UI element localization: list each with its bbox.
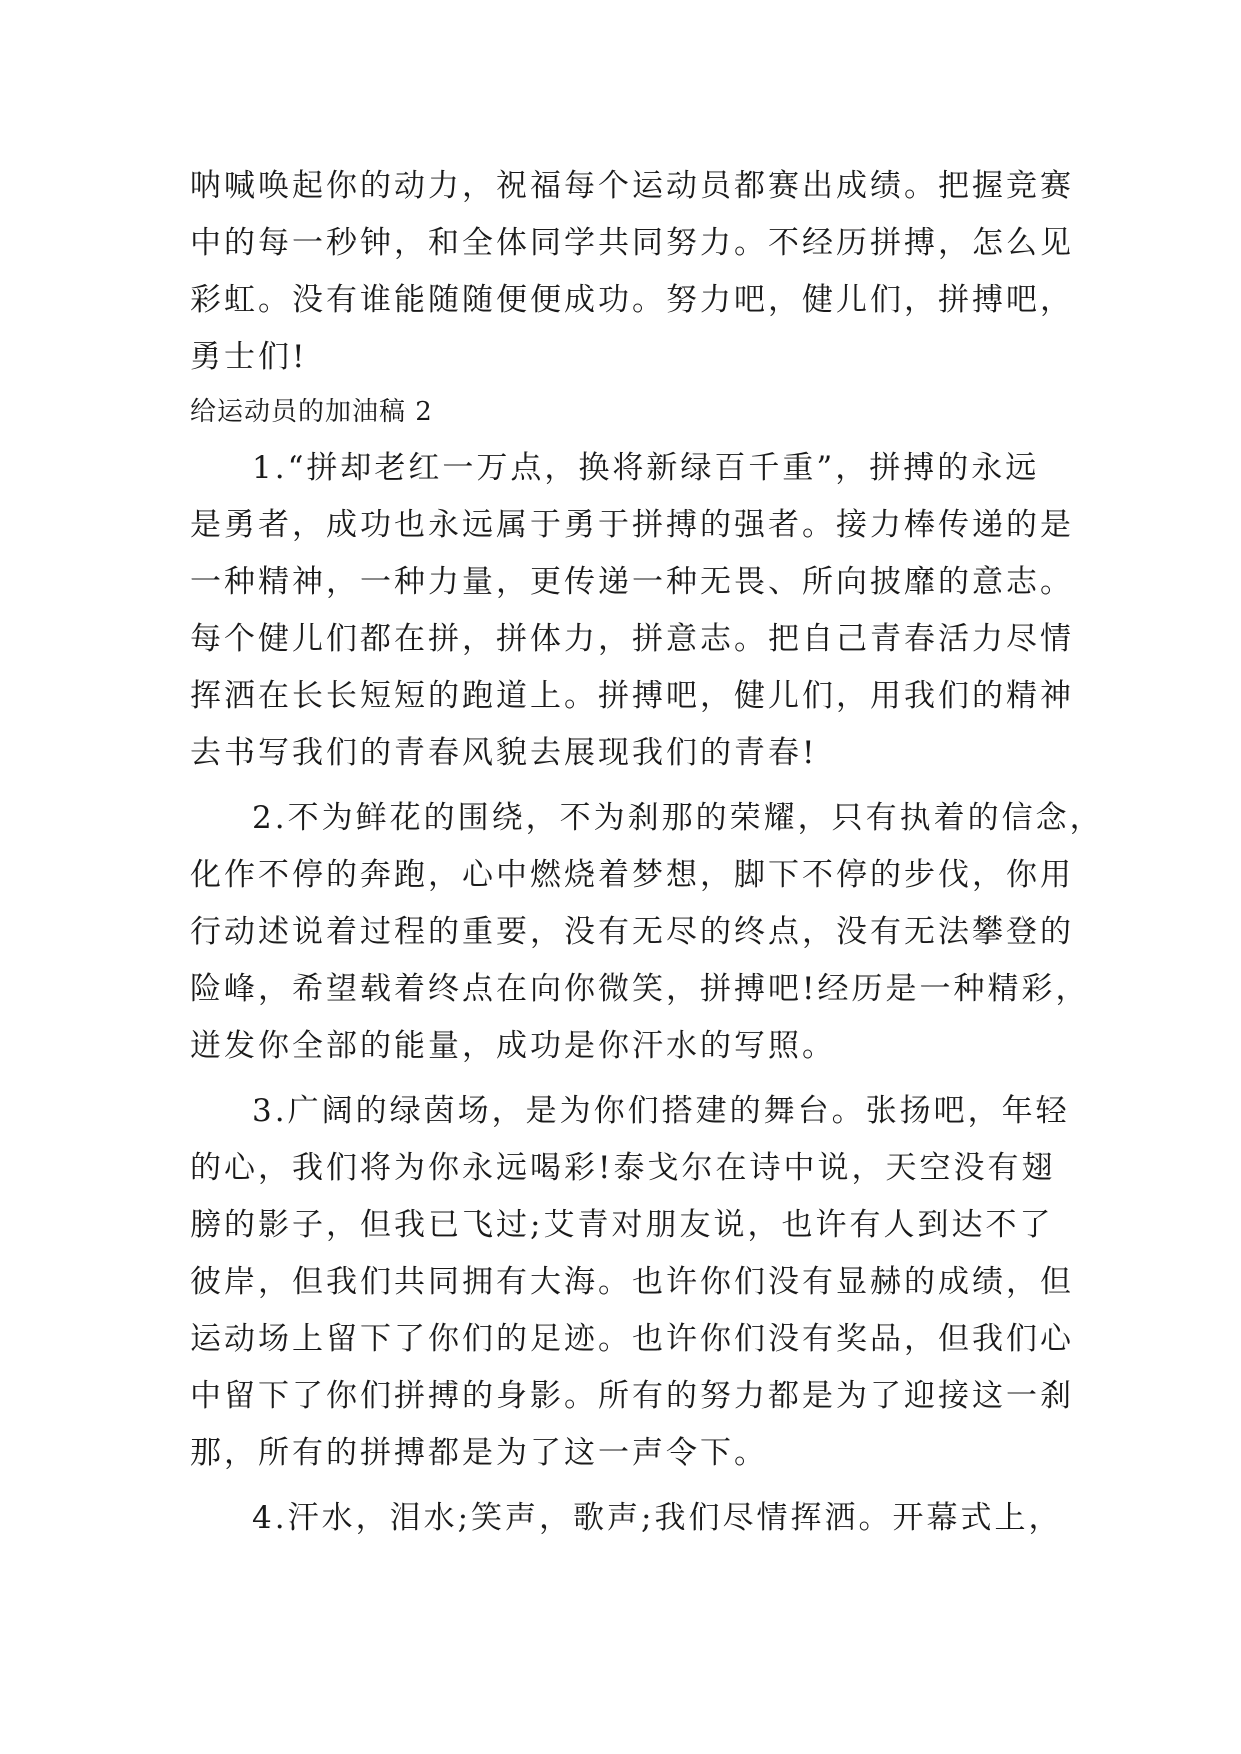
item-2-line-2: 化作不停的奔跑，心中燃烧着梦想，脚下不停的步伐，你用 [190,857,1074,893]
item-3-line-1: 3.广阔的绿茵场，是为你们搭建的舞台。张扬吧，年轻 [252,1093,1070,1129]
section-heading: 给运动员的加油稿 2 [190,397,433,427]
item-3-line-7: 那，所有的拼搏都是为了这一声令下。 [190,1435,768,1471]
item-2-line-4: 险峰，希望载着终点在向你微笑，拼搏吧!经历是一种精彩， [190,971,1090,1007]
item-4-line-1: 4.汗水，泪水;笑声，歌声;我们尽情挥洒。开幕式上， [252,1500,1063,1536]
item-3-line-6: 中留下了你们拼搏的身影。所有的努力都是为了迎接这一刹 [190,1378,1074,1414]
document-body [190,158,1104,1555]
item-1-line-2: 是勇者，成功也永远属于勇于拼搏的强者。接力棒传递的是 [190,507,1074,543]
item-paragraph-2 [190,790,1104,1075]
item-1-line-3: 一种精神，一种力量，更传递一种无畏、所向披靡的意志。 [190,564,1074,600]
intro-line-2: 中的每一秒钟，和全体同学共同努力。不经历拼搏，怎么见 [190,225,1074,261]
item-1-line-4: 每个健儿们都在拼，拼体力，拼意志。把自己青春活力尽情 [190,621,1074,657]
item-3-line-4: 彼岸，但我们共同拥有大海。也许你们没有显赫的成绩，但 [190,1264,1074,1300]
intro-line-4: 勇士们! [190,339,308,375]
intro-paragraph [190,158,1074,386]
item-2-line-5: 迸发你全部的能量，成功是你汗水的写照。 [190,1028,836,1064]
item-2-line-1: 2.不为鲜花的围绕，不为刹那的荣耀，只有执着的信念， [252,800,1104,836]
item-1-line-5: 挥洒在长长短短的跑道上。拼搏吧，健儿们，用我们的精神 [190,678,1074,714]
item-3-line-5: 运动场上留下了你们的足迹。也许你们没有奖品，但我们心 [190,1321,1074,1357]
intro-line-1: 呐喊唤起你的动力，祝福每个运动员都赛出成绩。把握竞赛 [190,168,1074,204]
item-3-line-2: 的心，我们将为你永远喝彩!泰戈尔在诗中说，天空没有翅 [190,1150,1056,1186]
item-paragraph-1 [190,440,1074,782]
item-paragraph-4 [190,1490,1070,1547]
item-paragraph-3 [190,1083,1074,1482]
item-1-line-1: 1.“拼却老红一万点，换将新绿百千重”，拼搏的永远 [252,450,1040,486]
item-2-line-3: 行动述说着过程的重要，没有无尽的终点，没有无法攀登的 [190,914,1074,950]
item-1-line-6: 去书写我们的青春风貌去展现我们的青春! [190,735,818,771]
intro-line-3: 彩虹。没有谁能随随便便成功。努力吧，健儿们，拼搏吧， [190,282,1074,318]
item-3-line-3: 膀的影子，但我已飞过;艾青对朋友说，也许有人到达不了 [190,1207,1054,1243]
